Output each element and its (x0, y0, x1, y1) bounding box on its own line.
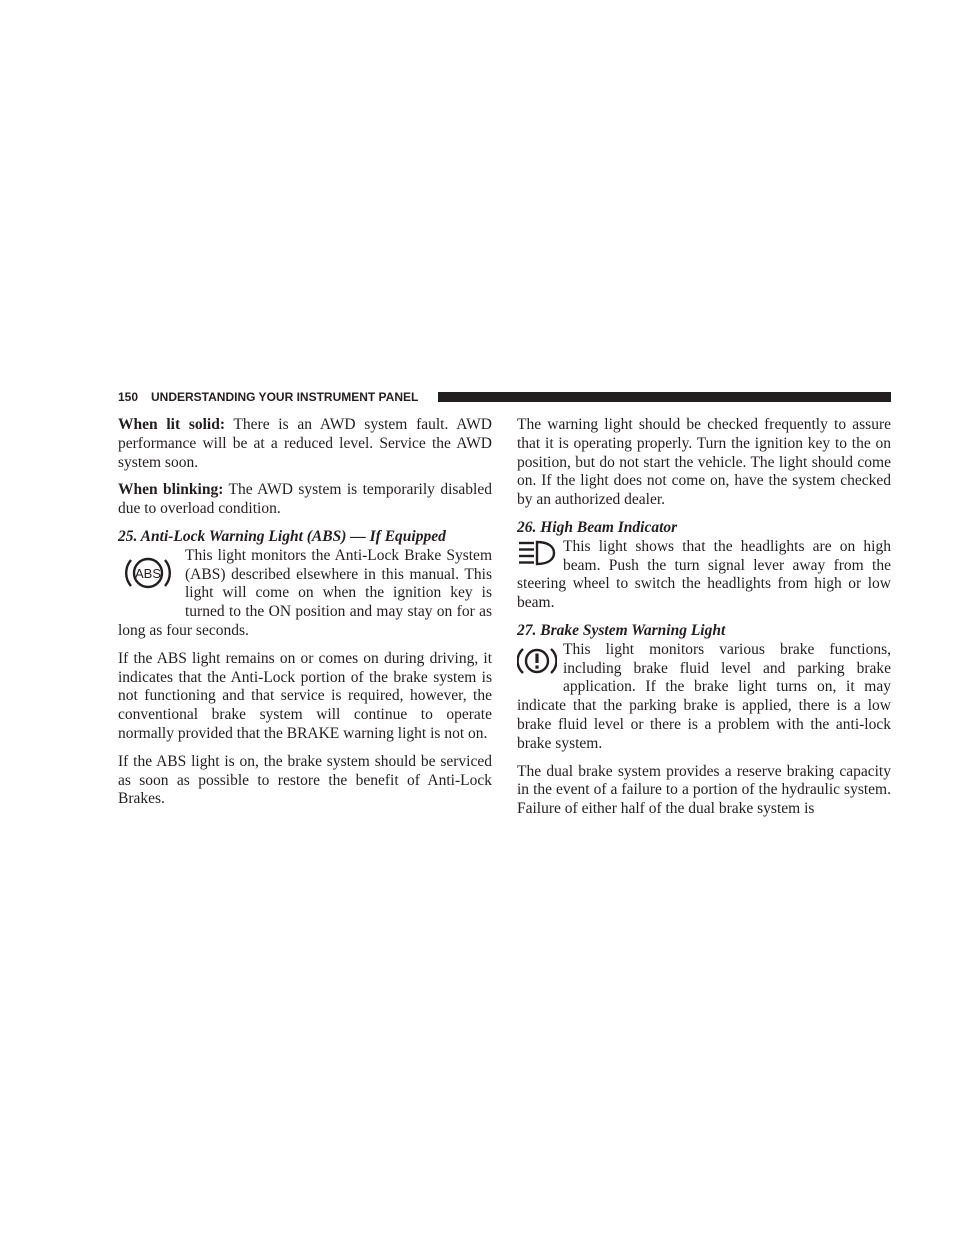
page-header (118, 388, 891, 406)
check-light-paragraph: The warning light should be checked frequently to assure that it is operating properly. Turn the ignition key to the on position, but do not start the vehicle. The light should come on. If the light does not come on, have the system checked by an authorized dealer. (517, 416, 891, 509)
left-column (118, 416, 492, 818)
page-number: 150 (118, 390, 139, 404)
brake-warning-paragraph (517, 641, 891, 754)
abs-paragraph (118, 547, 492, 641)
lit-solid-lead: When lit solid: (118, 416, 225, 433)
awd-lit-solid-paragraph (118, 416, 492, 472)
header-rule (438, 392, 891, 402)
dual-brake-paragraph: The dual brake system provides a reserve braking capacity in the event of a failure to a portion of the hydraulic system. Failure of either half of the dual brake system is (517, 762, 891, 818)
brake-warning-heading: 27. Brake System Warning Light (517, 621, 726, 639)
abs-service-paragraph: If the ABS light is on, the brake system should be serviced as soon as possible to restore the benefit of Anti-Lock Brakes. (118, 752, 492, 808)
abs-heading: 25. Anti-Lock Warning Light (ABS) — If Equipped (118, 527, 446, 545)
high-beam-text: This light shows that the headlights are on high beam. Push the turn signal lever away from the steering wheel to switch the headlights from high or low beam. (517, 537, 891, 612)
blinking-text: The AWD system is temporarily disabled due to overload condition. (118, 481, 492, 518)
high-beam-heading: 26. High Beam Indicator (517, 518, 678, 536)
brake-warning-icon (517, 645, 557, 681)
high-beam-paragraph (517, 538, 891, 613)
blinking-lead: When blinking: (118, 481, 224, 499)
high-beam-icon (517, 540, 557, 570)
abs-icon-text: ABS (134, 565, 162, 581)
abs-on-during-driving-paragraph: If the ABS light remains on or comes on during driving, it indicates that the Anti-Lock portion of the brake system is not functioning and that service is required, however, the conventional brake system will continue to operate normally provided that the BRAKE warning light is not on. (118, 649, 492, 742)
brake-warning-text: This light monitors various brake functions, including brake fluid level and parking brake application. If the brake light turns on, it may indicate that the parking brake is applied, there is a low brake fluid level or there is a problem with the anti-lock brake system. (517, 640, 891, 752)
abs-text: This light monitors the Anti-Lock Brake System (ABS) described elsewhere in this manual. This light will come on when the ignition key is turned to the ON position and may stay on for as long as four seconds. (118, 546, 492, 639)
abs-warning-icon (123, 551, 179, 607)
awd-blinking-paragraph (118, 481, 492, 519)
section-title: UNDERSTANDING YOUR INSTRUMENT PANEL (151, 390, 419, 404)
right-column (517, 416, 891, 828)
lit-solid-text: There is an AWD system fault. AWD performance will be at a reduced level. Service the AWD system soon. (118, 416, 492, 471)
